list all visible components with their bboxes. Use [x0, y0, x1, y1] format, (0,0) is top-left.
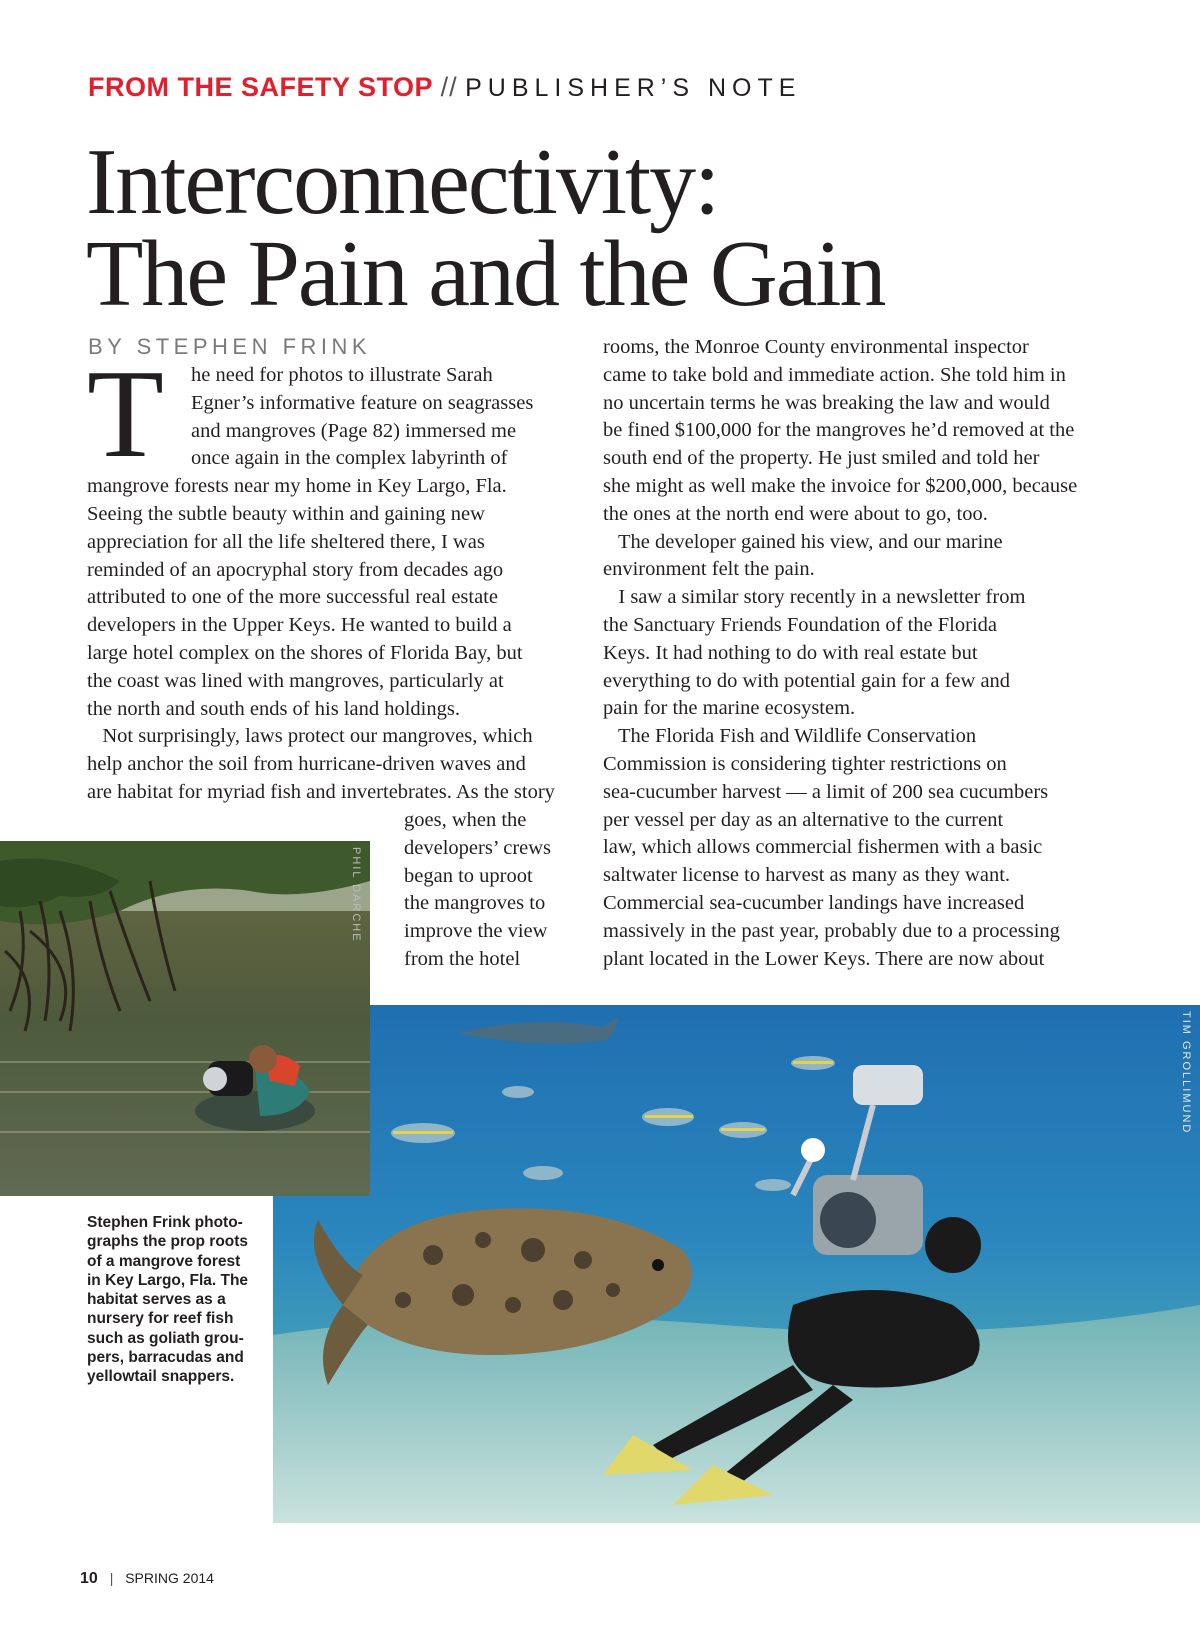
- caption-line: graphs the prop roots: [87, 1233, 249, 1251]
- text-line: pain for the marine ecosystem.: [603, 697, 856, 720]
- article-column-right: [603, 334, 1093, 973]
- text-line: began to uproot: [404, 864, 533, 887]
- caption-line: Stephen Frink photo-: [87, 1214, 243, 1231]
- section-kicker: [88, 72, 801, 103]
- text-line: Egner’s informative feature on seagrasses: [191, 391, 534, 414]
- caption-line: of a mangrove forest: [87, 1252, 241, 1270]
- text-line: no uncertain terms he was breaking the law and would: [603, 391, 1050, 414]
- headline-line-1: Interconnectivity:: [86, 130, 719, 234]
- text-line: improve the view: [404, 920, 548, 943]
- text-line: I saw a similar story recently in a newsletter from: [603, 586, 1026, 609]
- text-line: saltwater license to harvest as many as they want.: [603, 864, 1011, 887]
- page-number: 10: [80, 1570, 98, 1587]
- caption-line: in Key Largo, Fla. The: [87, 1271, 249, 1289]
- text-line: large hotel complex on the shores of Florida Bay, but: [87, 641, 523, 664]
- text-line: plant located in the Lower Keys. There are now about: [603, 947, 1045, 970]
- article-column-narrow: [404, 807, 574, 974]
- caption-line: yellowtail snappers.: [87, 1368, 235, 1386]
- text-line: he need for photos to illustrate Sarah: [191, 364, 493, 386]
- text-line: are habitat for myriad fish and invertebrates. As the story: [87, 780, 555, 803]
- folio-divider: |: [109, 1570, 114, 1586]
- caption-line: pers, barracudas and: [87, 1349, 244, 1367]
- grouper-diver-illustration: [273, 1005, 1200, 1523]
- text-line: environment felt the pain.: [603, 558, 815, 581]
- text-line: the ones at the north end were about to go, too.: [603, 502, 988, 525]
- text-line: the mangroves to: [404, 892, 546, 915]
- caption-line: such as goliath grou-: [87, 1329, 244, 1347]
- text-line: per vessel per day as an alternative to the current: [603, 808, 1004, 831]
- text-line: Seeing the subtle beauty within and gaining new: [87, 502, 485, 525]
- mangrove-photo: [0, 841, 370, 1196]
- text-line: mangrove forests near my home in Key Largo, Fla.: [87, 475, 507, 498]
- text-line: attributed to one of the more successful real estate: [87, 586, 498, 609]
- text-line: rooms, the Monroe County environmental inspector: [603, 336, 1029, 358]
- text-line: from the hotel: [404, 947, 521, 970]
- text-line: and mangroves (Page 82) immersed me: [191, 419, 517, 442]
- text-line: Commission is considering tighter restrictions on: [603, 752, 1007, 775]
- byline: BY STEPHEN FRINK: [88, 334, 372, 359]
- text-line: law, which allows commercial fishermen with a basic: [603, 836, 1043, 859]
- text-line: south end of the property. He just smiled and told her: [603, 447, 1040, 470]
- photo-caption: [87, 1213, 257, 1387]
- kicker-separator: //: [440, 72, 458, 102]
- text-line: The developer gained his view, and our marine: [603, 530, 1003, 553]
- grouper-diver-photo: [273, 1005, 1200, 1523]
- text-line: she might as well make the invoice for $200,000, because: [603, 474, 1078, 497]
- drop-cap: T: [87, 345, 164, 484]
- text-line: goes, when the: [404, 809, 527, 831]
- section-label: FROM THE SAFETY STOP: [88, 72, 434, 102]
- text-line: appreciation for all the life sheltered there, I was: [87, 530, 485, 553]
- issue-label: SPRING 2014: [125, 1570, 214, 1586]
- column-label: PUBLISHER’S NOTE: [465, 74, 802, 102]
- mangrove-illustration: [0, 841, 370, 1196]
- text-line: everything to do with potential gain for a few and: [603, 669, 1011, 692]
- text-line: the Sanctuary Friends Foundation of the Florida: [603, 613, 997, 636]
- text-line: massively in the past year, probably due to a processing: [603, 919, 1060, 942]
- text-line: Not surprisingly, laws protect our mangroves, which: [87, 725, 533, 748]
- page-folio: [80, 1570, 214, 1588]
- text-line: developers’ crews: [404, 836, 552, 859]
- text-line: reminded of an apocryphal story from decades ago: [87, 558, 504, 581]
- headline-line-2: The Pain and the Gain: [86, 222, 885, 326]
- text-line: sea-cucumber harvest — a limit of 200 sea cucumbers: [603, 780, 1049, 803]
- text-line: The Florida Fish and Wildlife Conservation: [603, 725, 977, 748]
- photo-credit-grouper: TIM GROLLIMUND: [1180, 1011, 1192, 1135]
- text-line: Commercial sea-cucumber landings have increased: [603, 891, 1025, 914]
- caption-line: habitat serves as a: [87, 1291, 226, 1309]
- photo-credit-mangrove: PHIL DARCHE: [350, 847, 362, 943]
- caption-line: nursery for reef fish: [87, 1310, 234, 1328]
- text-line: developers in the Upper Keys. He wanted to build a: [87, 614, 512, 637]
- text-line: be fined $100,000 for the mangroves he’d removed at the: [603, 419, 1075, 442]
- text-line: came to take bold and immediate action. She told him in: [603, 363, 1066, 386]
- text-line: once again in the complex labyrinth of: [191, 447, 508, 470]
- text-line: the north and south ends of his land holdings.: [87, 697, 460, 720]
- text-line: help anchor the soil from hurricane-driven waves and: [87, 753, 526, 776]
- text-line: Keys. It had nothing to do with real estate but: [603, 641, 978, 664]
- article-headline: [86, 130, 885, 326]
- text-line: the coast was lined with mangroves, particularly at: [87, 669, 504, 692]
